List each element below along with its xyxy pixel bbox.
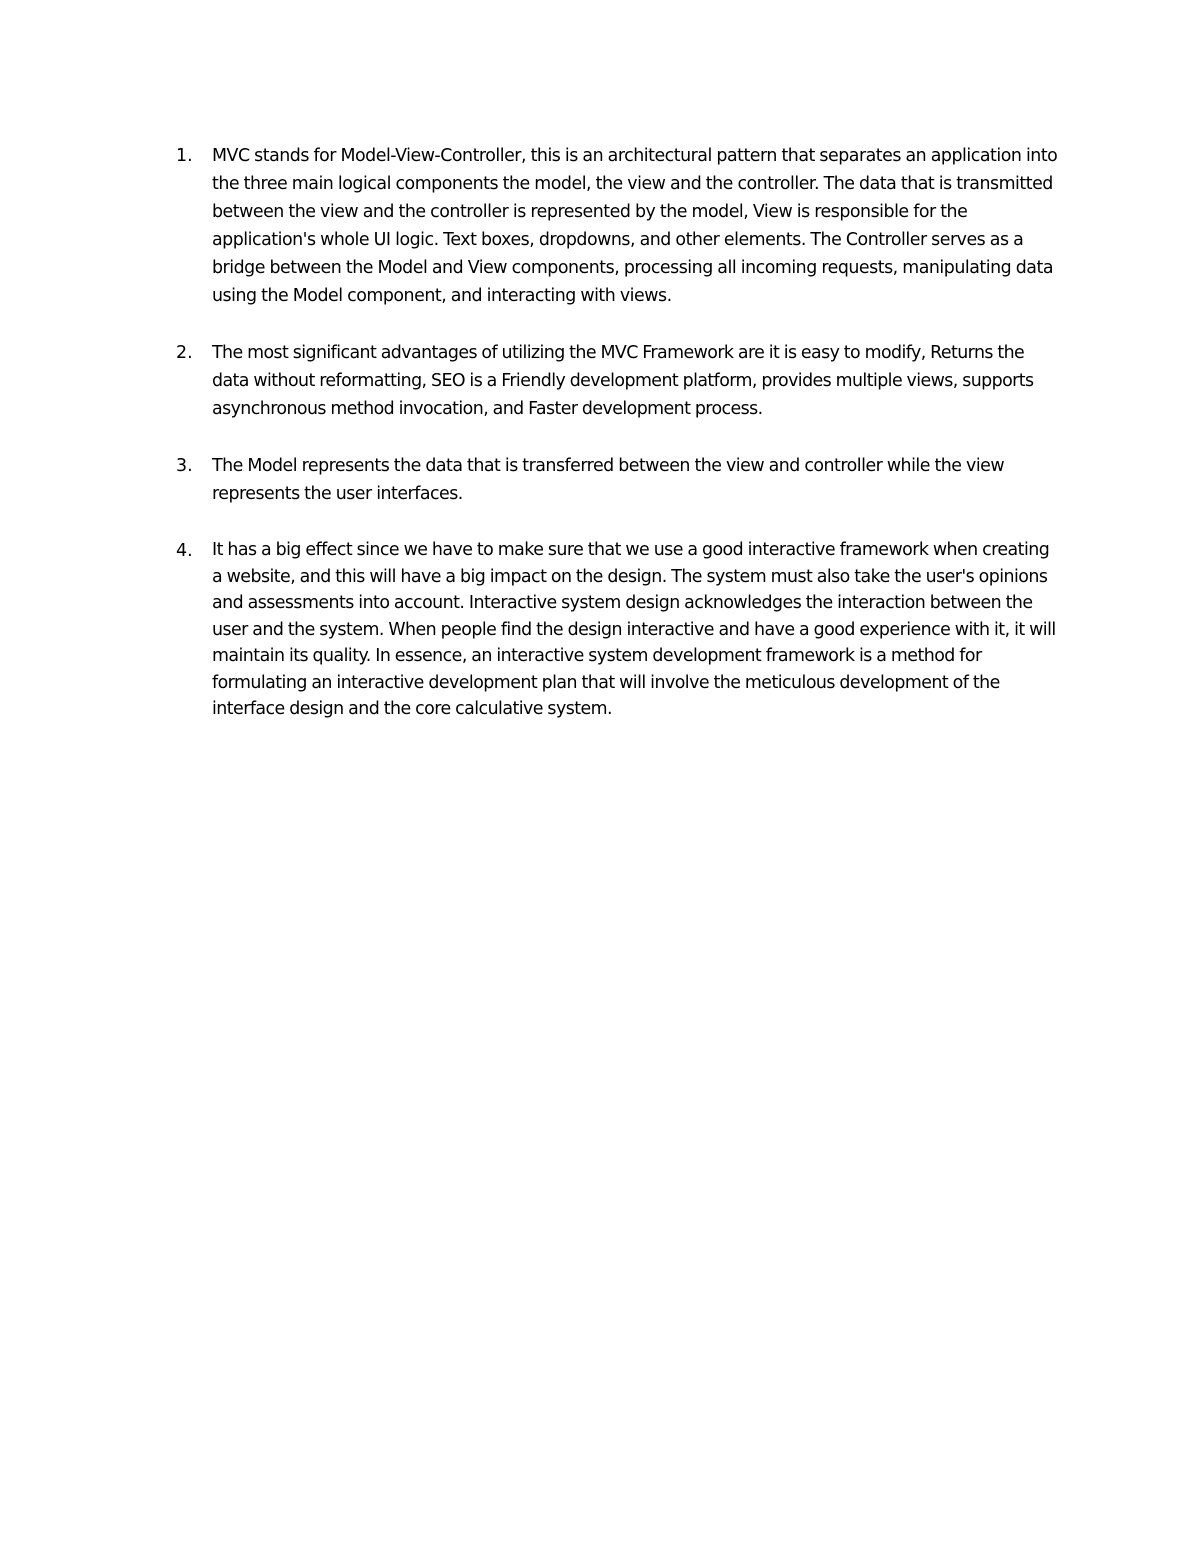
list-item bbox=[0, 142, 1062, 310]
list-item-number: 3. bbox=[176, 456, 193, 476]
list-item-number: 1. bbox=[176, 146, 193, 166]
list-item-text: MVC stands for Model-View-Controller, this is an architectural pattern that separates an application into the three main logical components the model, the view and the controller. The data that is transmitted between the view and the controller is represented by the model, View is responsible for the application's whole UI logic. Text boxes, dropdowns, and other elements. The Controller serves as a bridge between the Model and View components, processing all incoming requests, manipulating data using the Model component, and interacting with views. bbox=[212, 146, 1058, 306]
list-item bbox=[0, 537, 1062, 723]
list-item-text: The most significant advantages of utilizing the MVC Framework are it is easy to modify, Returns the data without reformatting, SEO is a Friendly development platform, provides multiple views, supports asynchronous method invocation, and Faster development process. bbox=[212, 343, 1034, 419]
list-item-text: The Model represents the data that is transferred between the view and controller while the view represents the user interfaces. bbox=[212, 456, 1005, 504]
list-item-number: 4. bbox=[176, 541, 193, 561]
list-item-text: It has a big effect since we have to make sure that we use a good interactive framework when creating a website, and this will have a big impact on the design. The system must also take the user's opinions and assessments into account. Interactive system design acknowledges the interaction between the user and the system. When people find the design interactive and have a good experience with it, it will maintain its quality. In essence, an interactive system development framework is a method for formulating an interactive development plan that will involve the meticulous development of the interface design and the core calculative system. bbox=[212, 540, 1056, 719]
list-item bbox=[0, 452, 1062, 508]
list-item-number: 2. bbox=[176, 343, 193, 363]
numbered-list bbox=[0, 142, 1200, 723]
list-item bbox=[0, 339, 1062, 423]
